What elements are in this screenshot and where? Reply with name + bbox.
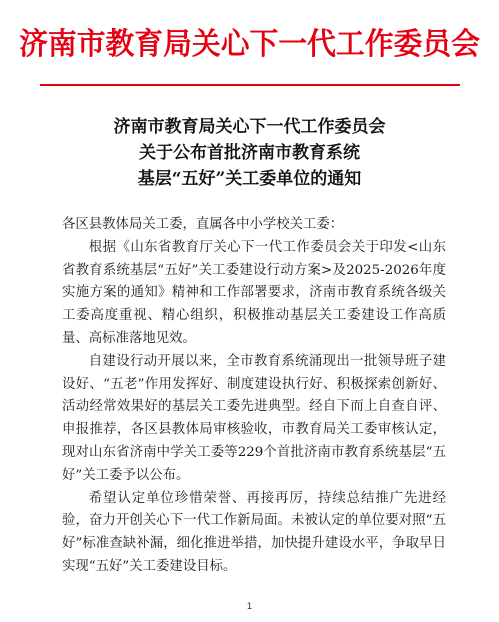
page-number: 1: [246, 602, 253, 612]
masthead: 济南市教育局关心下一代工作委员会: [19, 27, 480, 62]
paragraph-3: 希望认定单位珍惜荣誉、再接再厉，持续总结推广先进经验，奋力开创关心下一代工作新局面。未被认定的单位要对照“五好”标准查缺补漏，细化推进举措，加快提升建设水平，争取早日实现“五好”关工委建设目标。: [62, 490, 446, 574]
title-line-3: 基层“五好”关工委单位的通知: [137, 169, 362, 189]
document-body: [62, 214, 446, 579]
red-divider-line: [40, 84, 460, 86]
paragraph-2: 自建设行动开展以来，全市教育系统涌现出一批领导班子建设好、“五老”作用发挥好、制度建设执行好、积极探索创新好、活动经常效果好的基层关工委先进典型。经自下而上自查自评、申报推荐，各区县教体局审核验收，市教育局关工委审核认定，现对山东省济南中学关工委等229个首批济南市教育系统基层“五好”关工委予以公布。: [62, 353, 446, 483]
title-line-1: 济南市教育局关心下一代工作委员会: [113, 117, 386, 137]
title-line-2: 关于公布首批济南市教育系统: [139, 143, 360, 163]
document-title: [0, 114, 499, 192]
paragraph-1: 根据《山东省教育厅关心下一代工作委员会关于印发<山东省教育系统基层“五好”关工委建设行动方案>及2025-2026年度实施方案的通知》精神和工作部署要求，济南市教育系统各级关工委高度重视、精心组织，积极推动基层关工委建设工作高质量、高标准落地见效。: [62, 239, 446, 346]
salutation: 各区县教体局关工委，直属各中小学校关工委：: [62, 217, 344, 232]
